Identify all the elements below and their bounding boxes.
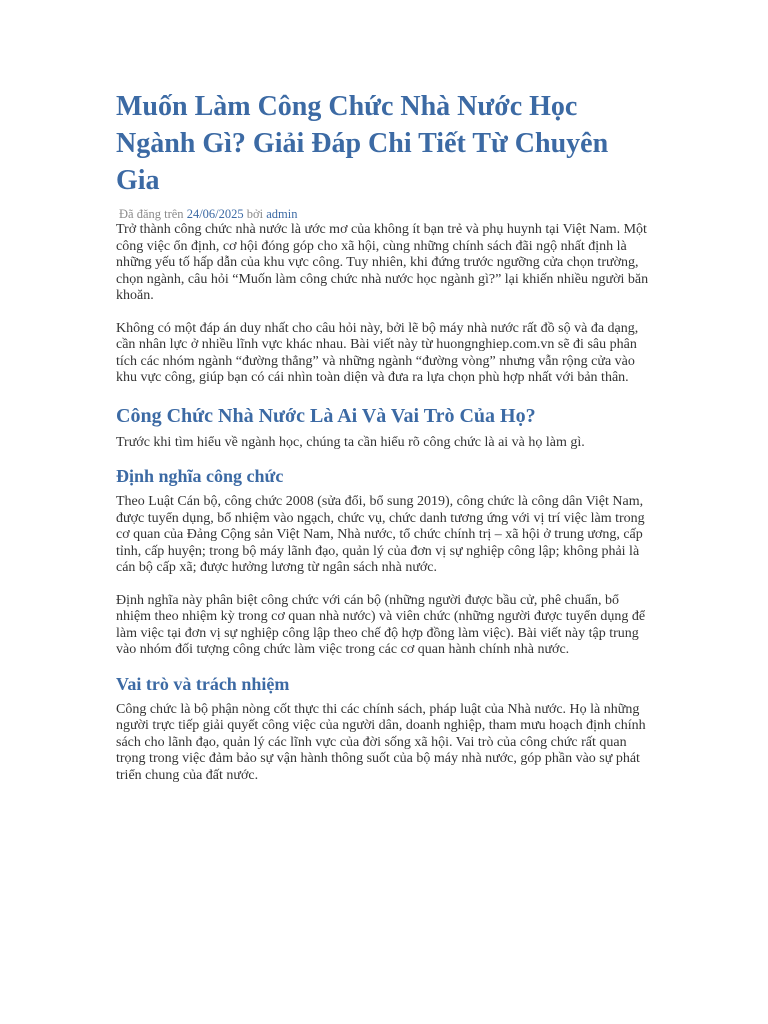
section-paragraph: Trước khi tìm hiểu về ngành học, chúng ta cần hiểu rõ công chức là ai và họ làm gì.: [116, 434, 585, 450]
by-word: bởi: [246, 207, 264, 221]
subsection-heading-role: Vai trò và trách nhiệm: [116, 673, 290, 694]
definition-paragraph: Định nghĩa này phân biệt công chức với cán bộ (những người được bầu cử, phê chuẩn, bổ nhiệm theo nhiệm kỳ trong cơ quan nhà nước) và viên chức (những người được tuyển dụng để làm việc tại đơn vị sự nghiệp công lập theo chế độ hợp đồng làm việc). Bài viết này tập trung vào nhóm đối tượng công chức làm việc trong các cơ quan hành chính nhà nước.: [116, 592, 646, 657]
article: [116, 88, 656, 784]
definition-paragraph: Theo Luật Cán bộ, công chức 2008 (sửa đổi, bổ sung 2019), công chức là công dân Việt Nam, được tuyển dụng, bổ nhiệm vào ngạch, chức vụ, chức danh tương ứng với vị trí việc làm trong cơ quan của Đảng Cộng sản Việt Nam, Nhà nước, tổ chức chính trị – xã hội ở trung ương, cấp tỉnh, cấp huyện; trong bộ máy lãnh đạo, quản lý của đơn vị sự nghiệp công lập; không phải là cán bộ cấp xã; được hưởng lương từ ngân sách nhà nước.: [116, 494, 645, 575]
intro-paragraph: Không có một đáp án duy nhất cho câu hỏi này, bởi lẽ bộ máy nhà nước rất đồ sộ và đa dạng, cần nhân lực ở nhiều lĩnh vực khác nhau. Bài viết này từ huongnghiep.com.vn sẽ đi sâu phân tích các nhóm ngành “đường thẳng” và những ngành “đường vòng” nhưng vẫn rộng cửa vào khu vực công, giúp bạn có cái nhìn toàn diện và đưa ra lựa chọn phù hợp nhất với bản thân.: [116, 320, 639, 385]
subsection-heading-definition: Định nghĩa công chức: [116, 466, 284, 486]
post-date-link[interactable]: 24/06/2025: [186, 207, 244, 221]
section-heading: Công Chức Nhà Nước Là Ai Và Vai Trò Của Họ?: [116, 404, 536, 427]
post-meta: [119, 206, 656, 222]
author-link[interactable]: admin: [266, 207, 298, 221]
posted-prefix: Đã đăng trên: [119, 207, 184, 221]
role-paragraph: Công chức là bộ phận nòng cốt thực thi các chính sách, pháp luật của Nhà nước. Họ là những người trực tiếp giải quyết công việc của người dân, doanh nghiệp, tham mưu hoạch định chính sách cho lãnh đạo, quản lý các lĩnh vực của đời sống xã hội. Vai trò của công chức rất quan trọng trong việc đảm bảo sự vận hành thông suốt của bộ máy nhà nước, góp phần vào sự phát triển chung của đất nước.: [116, 701, 646, 783]
intro-paragraph: Trở thành công chức nhà nước là ước mơ của không ít bạn trẻ và phụ huynh tại Việt Nam. Một công việc ổn định, cơ hội đóng góp cho xã hội, cùng những chính sách đãi ngộ nhất định là những yếu tố hấp dẫn của khu vực công. Tuy nhiên, khi đứng trước ngưỡng cửa chọn trường, chọn ngành, câu hỏi “Muốn làm công chức nhà nước học ngành gì?” lại khiến nhiều người băn khoăn.: [116, 222, 649, 303]
article-title: Muốn Làm Công Chức Nhà Nước Học Ngành Gì? Giải Đáp Chi Tiết Từ Chuyên Gia: [116, 91, 609, 196]
